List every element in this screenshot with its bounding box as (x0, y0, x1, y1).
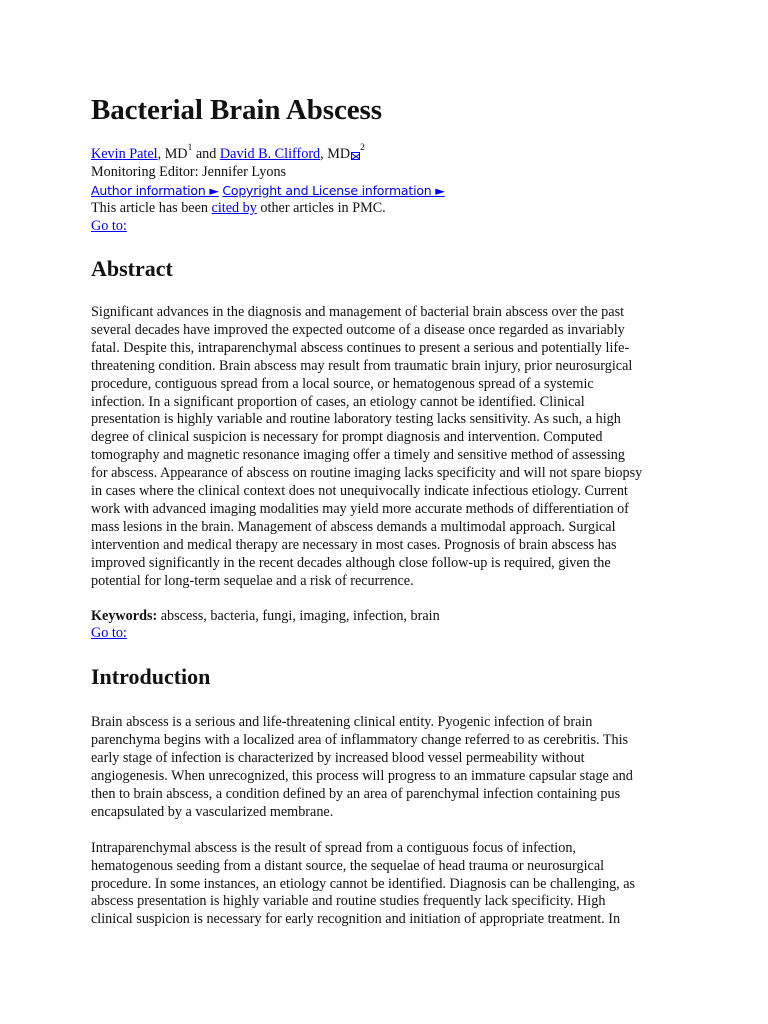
abstract-line: presentation is highly variable and routine laboratory testing lacks sensitivity. As such, a high (91, 411, 621, 428)
cited-by-line (91, 200, 691, 218)
abstract-line: for abscess. Appearance of abscess on routine imaging lacks specificity and will not spare biopsy (91, 465, 643, 482)
abstract-line: procedure, contiguous spread from a local source, or hematogenous spread of a systemic (91, 375, 594, 392)
introduction-section (91, 664, 691, 929)
abstract-line: in cases where the clinical context does not unequivocally indicate infectious etiology. Current (91, 483, 628, 500)
abstract-line: degree of clinical suspicion is necessary for prompt diagnosis and intervention. Computed (91, 429, 603, 446)
abstract-line: fatal. Despite this, intraparenchymal abscess continues to present a serious and potentially life- (91, 339, 630, 356)
keywords-label: Keywords: (91, 607, 158, 624)
abstract-line: several decades have improved the expected outcome of a disease once regarded as invariably (91, 321, 625, 338)
abstract-line: work with advanced imaging modalities may yield more accurate methods of differentiation of (91, 500, 629, 517)
author-degree-2: , MD (320, 146, 351, 162)
abstract-text (91, 304, 691, 591)
author-information-link[interactable]: Author information ► (91, 183, 219, 198)
abstract-line: threatening condition. Brain abscess may result from traumatic brain injury, prior neurosurgical (91, 357, 633, 374)
paragraph-line: early stage of infection is characterized by increased blood vessel permeability without (91, 750, 585, 767)
goto-link-abstract[interactable]: Go to: (91, 625, 127, 642)
monitoring-editor: Monitoring Editor: Jennifer Lyons (91, 164, 287, 180)
introduction-heading: Introduction (91, 664, 211, 690)
paragraph-line: Intraparenchymal abscess is the result of spread from a contiguous focus of infection, (91, 839, 576, 856)
abstract-line: mass lesions in the brain. Management of abscess demands a multimodal approach. Surgical (91, 518, 616, 535)
info-links-line (91, 182, 691, 200)
paragraph-line: then to brain abscess, a condition defined by an area of parenchymal infection containing pus (91, 785, 621, 802)
article-page (91, 93, 691, 929)
goto-link-top[interactable]: Go to: (91, 218, 127, 234)
abstract-line: tomography and magnetic resonance imaging offer a timely and sensitive method of assessing (91, 447, 625, 464)
abstract-line: infection. In a significant proportion of cases, an etiology cannot be identified. Clinical (91, 393, 585, 410)
paragraph-line: parenchyma begins with a localized area of inflammatory change referred to as cerebritis. This (91, 732, 629, 749)
abstract-line: intervention and medical therapy are necessary in most cases. Prognosis of brain abscess has (91, 536, 617, 553)
paragraph-line: abscess presentation is highly variable and routine studies frequently lack specificity. High (91, 893, 606, 910)
article-title: Bacterial Brain Abscess (91, 94, 382, 126)
abstract-heading: Abstract (91, 256, 173, 281)
keywords-text: abscess, bacteria, fungi, imaging, infection, brain (157, 607, 440, 624)
abstract-line: Significant advances in the diagnosis and management of bacterial brain abscess over the past (91, 304, 625, 320)
author-degree-1: , MD (157, 146, 188, 162)
author-line (91, 143, 691, 164)
cited-suffix: other articles in PMC. (256, 200, 386, 216)
paragraph-line: angiogenesis. When unrecognized, this process will progress to an immature capsular stage and (91, 768, 633, 785)
paragraph-line: procedure. In some instances, an etiology cannot be identified. Diagnosis can be challenging, as (91, 875, 636, 892)
author-affiliation-2: 2 (360, 143, 365, 154)
article-meta (91, 143, 691, 236)
cited-prefix: This article has been (91, 200, 212, 216)
author-link-kevin-patel[interactable]: Kevin Patel (91, 146, 158, 162)
introduction-paragraph-2 (91, 840, 691, 930)
keywords-line (91, 608, 691, 626)
abstract-line: improved significantly in the recent decades although close follow-up is required, given the (91, 554, 611, 571)
cited-by-link[interactable]: cited by (211, 200, 257, 216)
envelope-icon[interactable] (351, 152, 360, 160)
abstract-section (91, 256, 691, 643)
author-and-text: and (192, 146, 220, 162)
author-link-david-clifford[interactable]: David B. Clifford (219, 146, 321, 162)
introduction-paragraph-1 (91, 714, 691, 821)
author-affiliation-1: 1 (187, 143, 193, 154)
paragraph-line: hematogenous seeding from a distant source, the sequelae of head trauma or neurosurgical (91, 857, 605, 874)
paragraph-line: clinical suspicion is necessary for early recognition and initiation of appropriate treatment. In (91, 911, 621, 928)
paragraph-line: encapsulated by a vascularized membrane. (91, 803, 334, 820)
copyright-license-link[interactable]: Copyright and License information ► (222, 183, 445, 198)
abstract-line: potential for long-term sequelae and a risk of recurrence. (91, 572, 414, 589)
paragraph-line: Brain abscess is a serious and life-threatening clinical entity. Pyogenic infection of brain (91, 714, 593, 731)
